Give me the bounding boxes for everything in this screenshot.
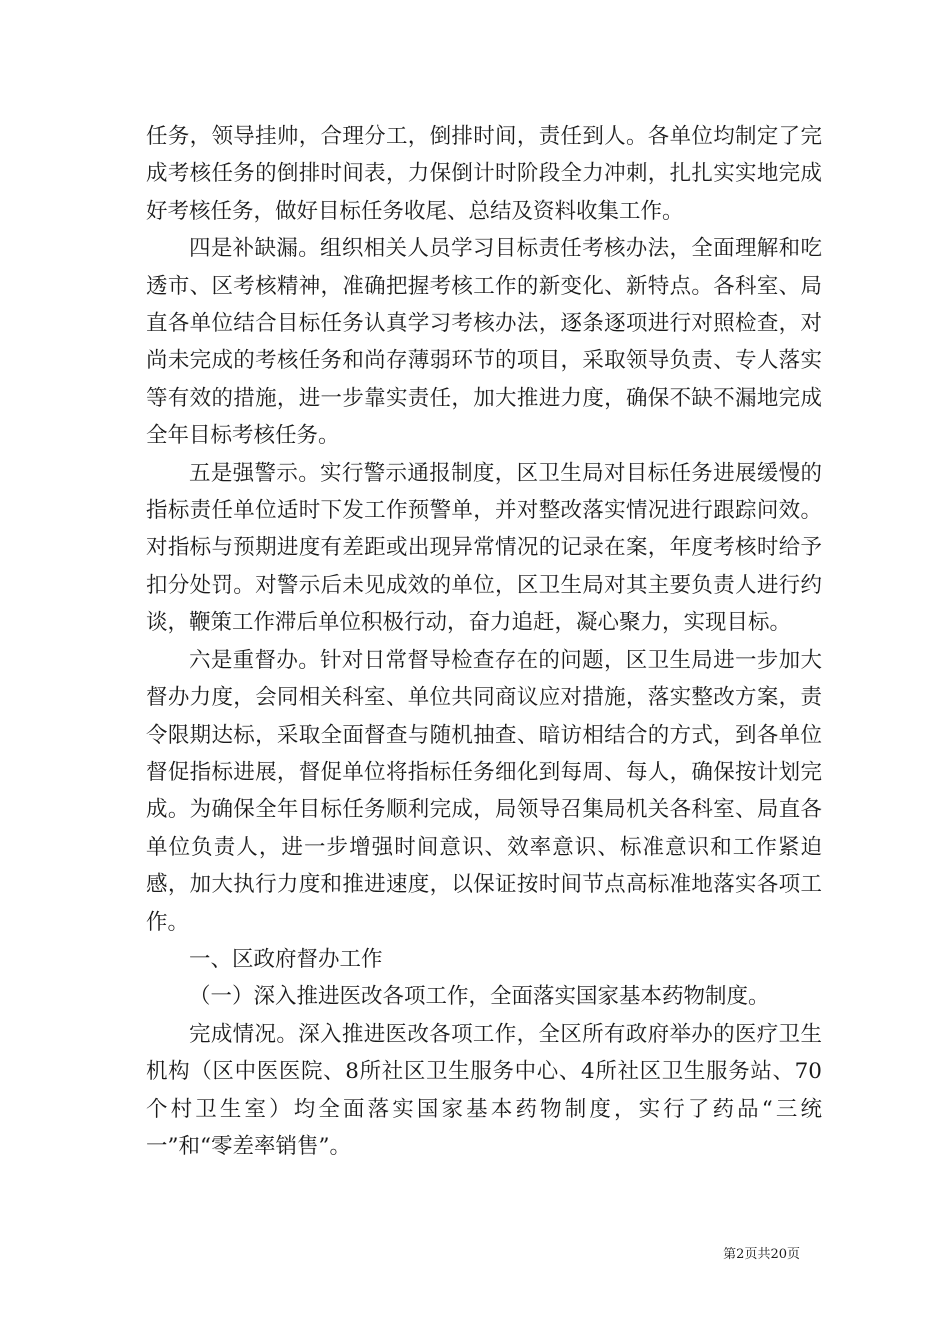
page-number: 第2页共20页 <box>723 1247 800 1262</box>
paragraph-2: 四是补缺漏。组织相关人员学习目标责任考核办法，全面理解和吃透市、区考核精神，准确把握考核工作的新变化、新特点。各科室、局直各单位结合目标任务认真学习考核办法，逐条逐项进行对照检查，对尚未完成的考核任务和尚存薄弱环节的项目，采取领导负责、专人落实等有效的措施，进一步靠实责任，加大推进力度，确保不缺不漏地完成全年目标考核任务。 <box>146 236 822 449</box>
paragraph-3: 五是强警示。实行警示通报制度，区卫生局对目标任务进展缓慢的指标责任单位适时下发工作预警单，并对整改落实情况进行跟踪问效。对指标与预期进度有差距或出现异常情况的记录在案，年度考核时给予扣分处罚。对警示后未见成效的单位，区卫生局对其主要负责人进行约谈，鞭策工作滞后单位积极行动，奋力追赶，凝心聚力，实现目标。 <box>146 460 822 636</box>
paragraph-4: 六是重督办。针对日常督导检查存在的问题，区卫生局进一步加大督办力度，会同相关科室、单位共同商议应对措施，落实整改方案，责令限期达标，采取全面督查与随机抽查、暗访相结合的方式，到各单位督促指标进展，督促单位将指标任务细化到每周、每人，确保按计划完成。为确保全年目标任务顺利完成，局领导召集局机关各科室、局直各单位负责人，进一步增强时间意识、效率意识、标准意识和工作紧迫感，加大执行力度和推进速度，以保证按时间节点高标准地落实各项工作。 <box>146 647 822 935</box>
paragraph-7: 完成情况。深入推进医改各项工作，全区所有政府举办的医疗卫生机构（区中医医院、8所社区卫生服务中心、4所社区卫生服务站、70个村卫生室）均全面落实国家基本药物制度，实行了药品“三统一”和“零差率销售”。 <box>146 1021 822 1159</box>
section-heading: 一、区政府督办工作 <box>189 946 383 972</box>
paragraph-1: 任务，领导挂帅，合理分工，倒排时间，责任到人。各单位均制定了完成考核任务的倒排时间表，力保倒计时阶段全力冲刺，扎扎实实地完成好考核任务，做好目标任务收尾、总结及资料收集工作。 <box>146 124 822 224</box>
document-body <box>146 118 822 1165</box>
subsection-heading: （一）深入推进医改各项工作，全面落实国家基本药物制度。 <box>189 984 770 1010</box>
